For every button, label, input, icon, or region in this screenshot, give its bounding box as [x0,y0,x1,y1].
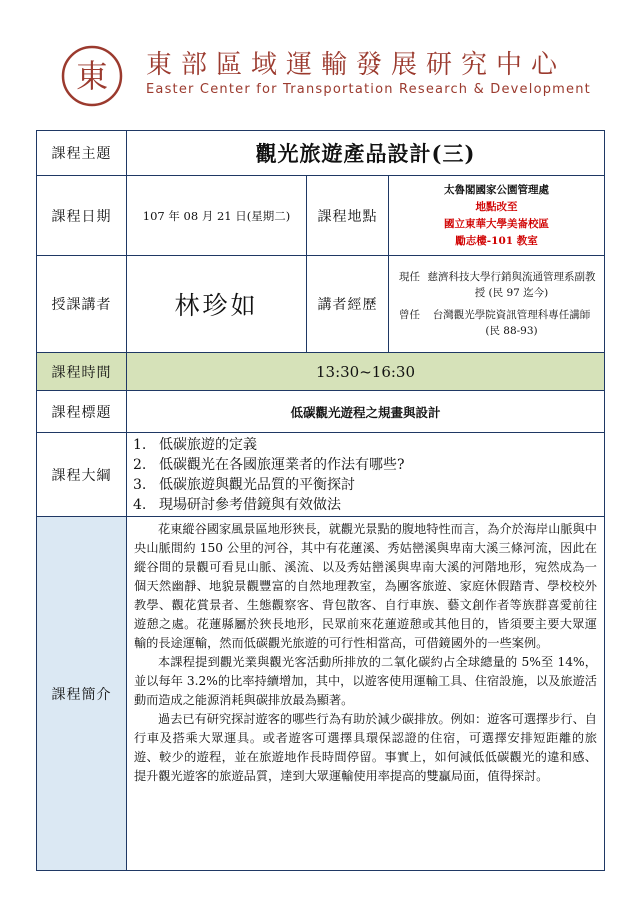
course-outline [127,433,605,517]
time-label: 課程時間 [37,353,127,391]
course-venue [389,176,605,256]
row-date-place [37,176,605,256]
experience-prefix: 曾任 [399,309,420,321]
intro-label: 課程簡介 [37,517,127,871]
experience-text: 台灣觀光學院資訊管理科專任講師(民 88-93) [432,309,591,337]
experience-item [399,307,596,339]
center-logo [60,44,124,108]
row-topic [37,131,605,176]
course-topic: 觀光旅遊產品設計(三) [127,131,605,176]
outline-item: 1. 低碳旅遊的定義 [133,437,257,453]
topic-label: 課程主題 [37,131,127,176]
venue-line-2: 地點改至 [475,200,518,213]
outline-item: 3. 低碳旅遊與觀光品質的平衡探討 [133,477,355,493]
experience-prefix: 現任 [399,271,420,283]
outline-item: 2. 低碳觀光在各國旅運業者的作法有哪些? [133,457,405,473]
row-subject [37,391,605,433]
speaker-label: 授課講者 [37,256,127,353]
intro-paragraph: 本課程提到觀光業與觀光客活動所排放的二氧化碳約占全球總量的 5%至 14%，並以每年 3.2%的比率持續增加，其中，以遊客使用運輸工具、住宿設施，以及旅遊活動而造成之能源消耗與碳排放最為顯著。 [134,655,597,707]
row-time [37,353,605,391]
experience-text: 慈濟科技大學行銷與流通管理系副教授 (民 97 迄今) [427,271,596,299]
date-label: 課程日期 [37,176,127,256]
page-header [0,0,640,120]
row-outline [37,433,605,517]
org-name-chinese: 東部區域運輸發展研究中心 [146,50,567,80]
place-label: 課程地點 [307,176,389,256]
venue-line-4: 勵志樓-101 教室 [455,234,538,247]
course-subject: 低碳觀光遊程之規畫與設計 [127,391,605,433]
intro-paragraph: 過去已有研究探討遊客的哪些行為有助於減少碳排放。例如：遊客可選擇步行、自行車及搭乘大眾運具。或者遊客可選擇具環保認證的住宿，可選擇安排短距離的旅遊、較少的遊程，並在旅遊地作長時間停留。事實上，如何減低低碳觀光的違和感、提升觀光遊客的旅遊品質，達到大眾運輸使用率提高的雙贏局面，值得探討。 [134,712,597,783]
course-date: 107 年 08 月 21 日(星期二) [127,176,307,256]
svg-text:東: 東 [75,57,109,95]
speaker-name: 林珍如 [127,256,307,353]
outline-item: 4. 現場研討參考借鏡與有效做法 [133,497,341,513]
experience-label: 講者經歷 [307,256,389,353]
intro-paragraph: 花東縱谷國家風景區地形狹長，就觀光景點的腹地特性而言，為介於海岸山脈與中央山脈間約 150 公里的河谷，其中有花蓮溪、秀姑巒溪與卑南大溪三條河流，因此在縱谷間的景觀可看見山脈、溪流、以及秀姑巒溪與卑南大溪的河階地形，宛然成為一個天然幽靜、地貌景觀豐富的自然地理教室，為團客旅遊、家庭休假踏青、學校校外教學、觀花賞景者、生態觀察客、背包散客、自行車族、藝文創作者等族群喜愛前往遊憩之處。花蓮縣屬於狹長地形，民眾前來花蓮遊憩或其他目的，皆須要主要大眾運輸的長途運輸，然而低碳觀光旅遊的可行性相當高，可借鏡國外的一些案例。 [134,522,597,650]
speaker-experience [389,256,605,353]
course-info-table [36,130,605,871]
course-intro [127,517,605,871]
experience-item [399,269,596,301]
course-time: 13:30~16:30 [127,353,605,391]
outline-label: 課程大綱 [37,433,127,517]
org-name-english: Easter Center for Transportation Research & Development [146,82,591,97]
venue-line-1: 太魯閣國家公園管理處 [444,183,549,196]
subject-label: 課程標題 [37,391,127,433]
row-speaker [37,256,605,353]
row-intro [37,517,605,871]
venue-line-3: 國立東華大學美崙校區 [444,217,549,230]
